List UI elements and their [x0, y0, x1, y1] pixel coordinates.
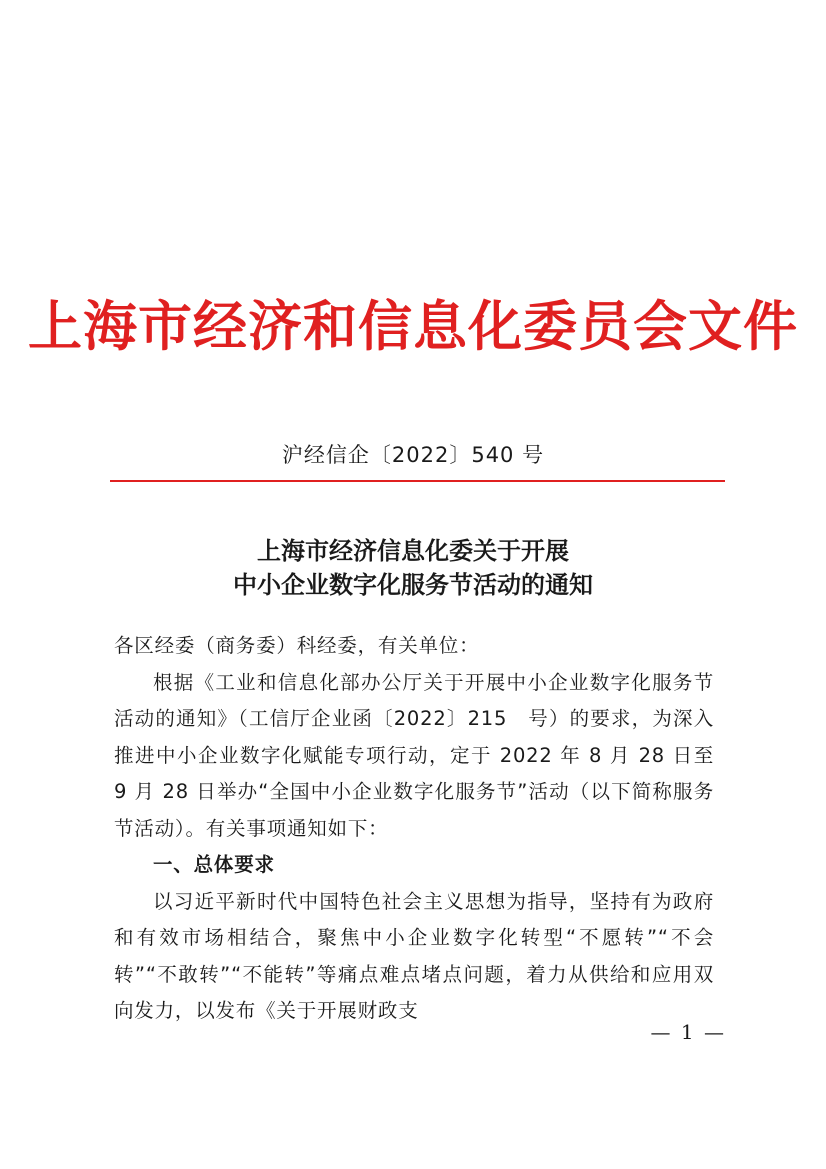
recipients-line: 各区经委（商务委）科经委，有关单位： — [114, 634, 480, 657]
paragraph-1: 根据《工业和信息化部办公厅关于开展中小企业数字化服务节活动的通知》（工信厅企业函〔2022〕215 号）的要求，为深入推进中小企业数字化赋能专项行动，定于 2022 年 8 月 28 日至 9 月 28 日举办“全国中小企业数字化服务节”活动（以下简称服务节活动）。有关事项通知如下： — [114, 670, 714, 840]
paragraph-2: 以习近平新时代中国特色社会主义思想为指导，坚持有为政府和有效市场相结合，聚焦中小企业数字化转型“不愿转”“不会转”“不敢转”“不能转”等痛点难点堵点问题，着力从供给和应用双向发力，以发布《关于开展财政支 — [114, 889, 714, 1022]
red-divider-line — [110, 480, 725, 482]
document-number: 沪经信企〔2022〕540 号 — [281, 443, 545, 467]
section-heading-1: 一、总体要求 — [153, 853, 275, 876]
org-header-title: 上海市经济和信息化委员会文件 — [28, 294, 798, 358]
page-number: — 1 — — [650, 1020, 726, 1044]
notice-title-line-1: 上海市经济信息化委关于开展 — [257, 536, 569, 565]
body-text — [114, 628, 714, 1030]
notice-title-line-2: 中小企业数字化服务节活动的通知 — [233, 570, 593, 599]
notice-title — [0, 534, 826, 602]
